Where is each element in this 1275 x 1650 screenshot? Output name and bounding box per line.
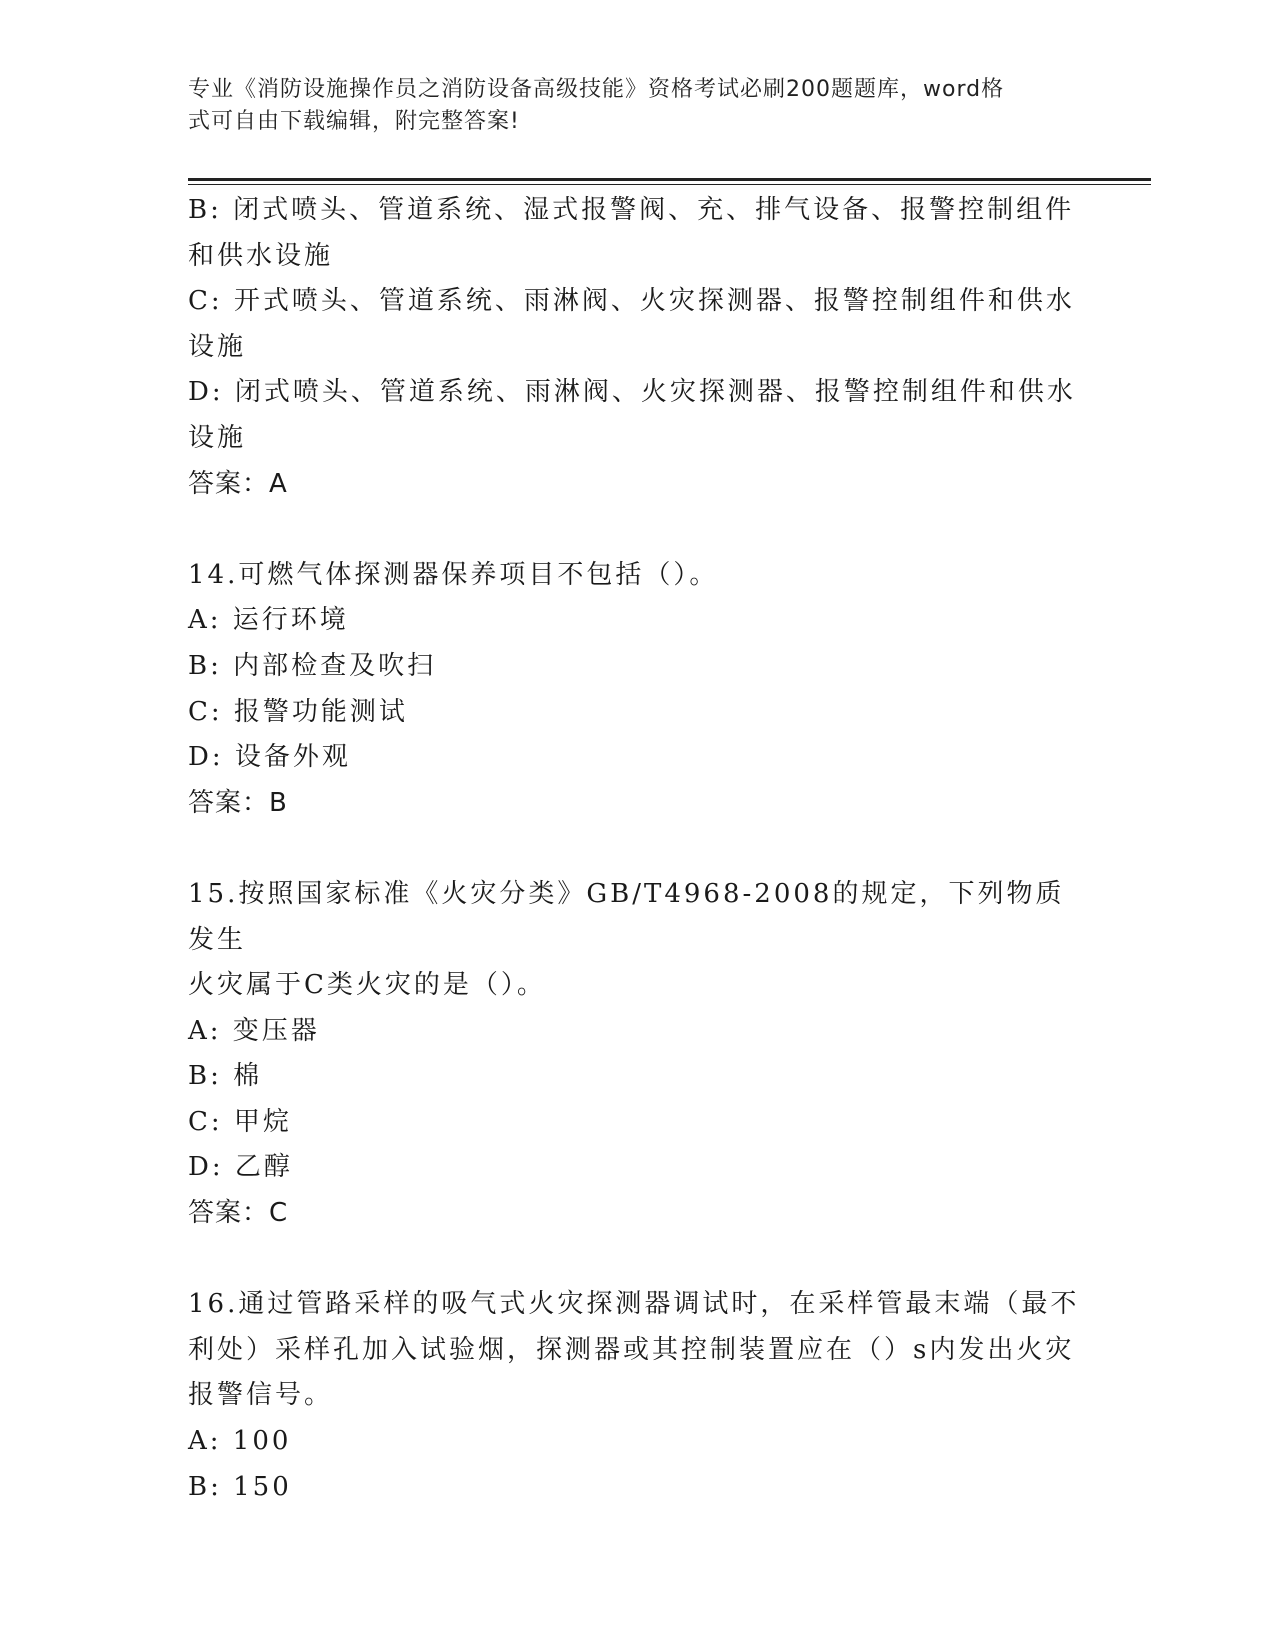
header-line-2: 式可自由下载编辑，附完整答案! <box>188 109 520 134</box>
q13-option-d-line-2: 设施 <box>188 422 247 453</box>
q13-answer: 答案：A <box>188 468 288 499</box>
q13-option-c-line-1: C: 开式喷头、管道系统、雨淋阀、火灾探测器、报警控制组件和供水 <box>188 286 1075 317</box>
question-14-block <box>188 553 1088 827</box>
q15-answer: 答案：C <box>188 1198 289 1229</box>
q16-option-a: A: 100 <box>188 1426 292 1457</box>
q16-question-line-3: 报警信号。 <box>188 1380 334 1411</box>
q14-option-b: B: 内部检查及吹扫 <box>188 650 437 681</box>
spacer <box>188 507 1088 553</box>
q13-option-c-line-2: 设施 <box>188 331 247 362</box>
q15-question-line-2: 火灾属于C类火灾的是（）。 <box>188 970 546 1001</box>
q13-option-b-line-2: 和供水设施 <box>188 240 334 271</box>
q13-option-d-line-1: D: 闭式喷头、管道系统、雨淋阀、火灾探测器、报警控制组件和供水 <box>188 377 1076 408</box>
q15-option-d: D: 乙醇 <box>188 1152 293 1183</box>
q14-option-a: A: 运行环境 <box>188 605 349 636</box>
question-content <box>188 188 1088 1510</box>
q14-option-d: D: 设备外观 <box>188 742 351 773</box>
q14-question: 14.可燃气体探测器保养项目不包括（）。 <box>188 559 719 590</box>
q15-option-c: C: 甲烷 <box>188 1106 292 1137</box>
q16-question-line-1: 16.通过管路采样的吸气式火灾探测器调试时，在采样管最末端（最不 <box>188 1289 1080 1320</box>
q16-question-line-2: 利处）采样孔加入试验烟，探测器或其控制装置应在（）s内发出火灾 <box>188 1334 1075 1365</box>
page-header <box>188 74 1068 138</box>
spacer <box>188 826 1088 872</box>
q13-option-b-line-1: B: 闭式喷头、管道系统、湿式报警阀、充、排气设备、报警控制组件 <box>188 195 1075 225</box>
q14-option-c: C: 报警功能测试 <box>188 696 408 727</box>
q15-option-a: A: 变压器 <box>188 1015 320 1046</box>
header-divider-thin <box>188 184 1151 185</box>
header-divider-thick <box>188 178 1151 181</box>
header-line-1: 专业《消防设施操作员之消防设备高级技能》资格考试必刷200题题库，word格 <box>188 77 1005 102</box>
spacer <box>188 1237 1088 1283</box>
question-15-block <box>188 872 1088 1237</box>
q16-option-b: B: 150 <box>188 1471 292 1502</box>
q14-answer: 答案：B <box>188 787 288 818</box>
question-16-block <box>188 1282 1088 1510</box>
q15-question-line-1: 15.按照国家标准《火灾分类》GB/T4968-2008的规定，下列物质发生 <box>188 878 1065 955</box>
question-13-block <box>188 188 1088 507</box>
q15-option-b: B: 棉 <box>188 1061 263 1092</box>
